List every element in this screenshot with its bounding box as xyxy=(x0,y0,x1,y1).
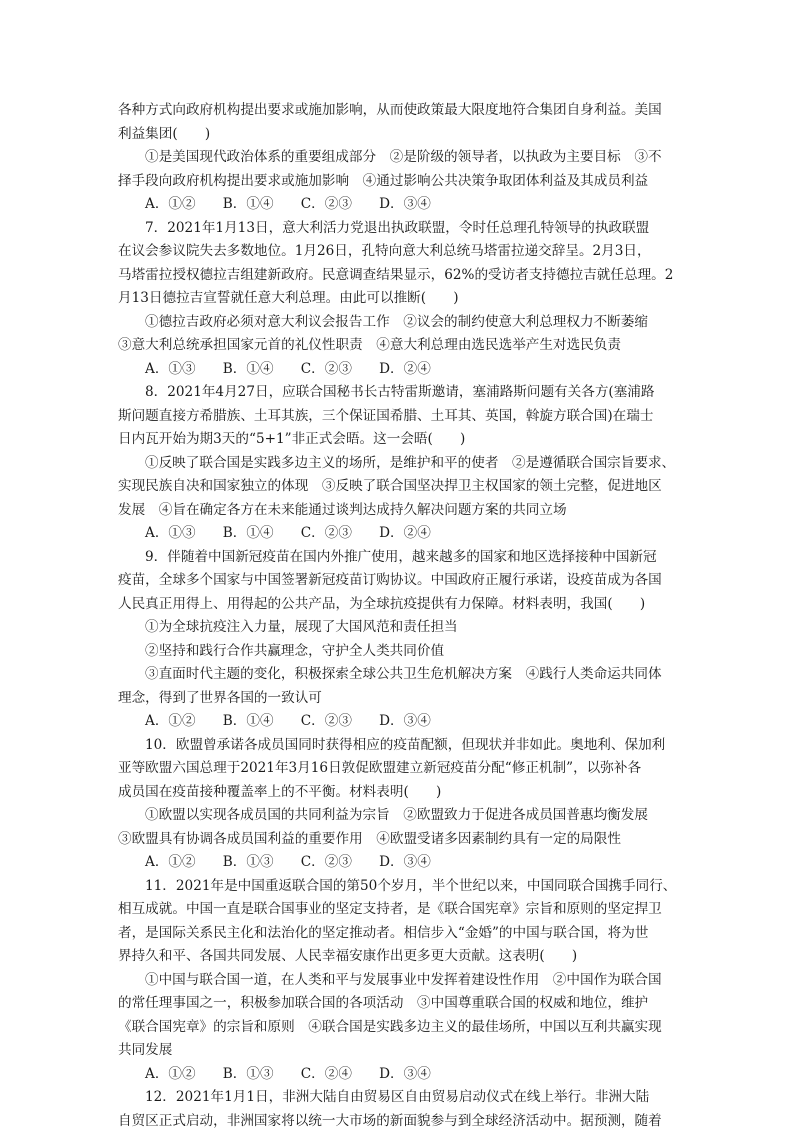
text-line: 的常任理事国之一，积极参加联合国的各项活动 ③中国尊重联合国的权威和地位，维护 xyxy=(118,992,678,1016)
text-line: 理念，得到了世界各国的一致认可 xyxy=(118,687,678,711)
text-line: A．①② B．①④ C．②③ D．③④ xyxy=(118,193,678,217)
text-line: ③意大利总统承担国家元首的礼仪性职责 ④意大利总理由选民选举产生对选民负责 xyxy=(118,334,678,358)
text-line: ①中国与联合国一道，在人类和平与发展事业中发挥着建设性作用 ②中国作为联合国 xyxy=(118,969,678,993)
text-line: 择手段向政府机构提出要求或施加影响 ④通过影响公共决策争取团体利益及其成员利益 xyxy=(118,170,678,194)
text-line: 者，是国际关系民主化和法治化的坚定推动者。相信步入“金婚”的中国与联合国，将为世 xyxy=(118,922,678,946)
text-line: A．①② B．①③ C．②③ D．③④ xyxy=(118,851,678,875)
text-line: 相互成就。中国一直是联合国事业的坚定支持者，是《联合国宪章》宗旨和原则的坚定捍卫 xyxy=(118,898,678,922)
text-line: 11．2021年是中国重返联合国的第50个岁月，半个世纪以来，中国同联合国携手同行、 xyxy=(118,875,678,899)
text-line: ①欧盟以实现各成员国的共同利益为宗旨 ②欧盟致力于促进各成员国普惠均衡发展 xyxy=(118,804,678,828)
document-body xyxy=(118,99,678,1133)
text-line: 各种方式向政府机构提出要求或施加影响，从而使政策最大限度地符合集团自身利益。美国 xyxy=(118,99,678,123)
text-line: 《联合国宪章》的宗旨和原则 ④联合国是实践多边主义的最佳场所，中国以互利共赢实现 xyxy=(118,1016,678,1040)
text-line: 8．2021年4月27日，应联合国秘书长古特雷斯邀请，塞浦路斯问题有关各方(塞浦路 xyxy=(118,381,678,405)
text-line: 利益集团( ) xyxy=(118,123,678,147)
text-line: 实现民族自决和国家独立的体现 ③反映了联合国坚决捍卫主权国家的领土完整，促进地区 xyxy=(118,475,678,499)
text-line: A．①③ B．①④ C．②③ D．②④ xyxy=(118,522,678,546)
text-line: 12．2021年1月1日，非洲大陆自由贸易区自由贸易启动仪式在线上举行。非洲大陆 xyxy=(118,1086,678,1110)
text-line: 月13日德拉吉宣誓就任意大利总理。由此可以推断( ) xyxy=(118,287,678,311)
text-line: 发展 ④旨在确定各方在未来能通过谈判达成持久解决问题方案的共同立场 xyxy=(118,499,678,523)
text-line: ①反映了联合国是实践多边主义的场所，是维护和平的使者 ②是遵循联合国宗旨要求、 xyxy=(118,452,678,476)
text-line: ①德拉吉政府必须对意大利议会报告工作 ②议会的制约使意大利总理权力不断萎缩 xyxy=(118,311,678,335)
text-line: 9．伴随着中国新冠疫苗在国内外推广使用，越来越多的国家和地区选择接种中国新冠 xyxy=(118,546,678,570)
text-line: 7．2021年1月13日，意大利活力党退出执政联盟，令时任总理孔特领导的执政联盟 xyxy=(118,217,678,241)
text-line: ③欧盟具有协调各成员国利益的重要作用 ④欧盟受诸多因素制约具有一定的局限性 xyxy=(118,828,678,852)
text-line: 日内瓦开始为期3天的“5+1”非正式会晤。这一会晤( ) xyxy=(118,428,678,452)
text-line: 共同发展 xyxy=(118,1039,678,1063)
text-line: 疫苗，全球多个国家与中国签署新冠疫苗订购协议。中国政府正履行承诺，设疫苗成为各国 xyxy=(118,569,678,593)
text-line: 成员国在疫苗接种覆盖率上的不平衡。材料表明( ) xyxy=(118,781,678,805)
text-line: A．①② B．①④ C．②③ D．③④ xyxy=(118,710,678,734)
text-line: A．①② B．①③ C．②④ D．③④ xyxy=(118,1063,678,1087)
text-line: 亚等欧盟六国总理于2021年3月16日敦促欧盟建立新冠疫苗分配“修正机制”，以弥补各 xyxy=(118,757,678,781)
text-line: ①是美国现代政治体系的重要组成部分 ②是阶级的领导者，以执政为主要目标 ③不 xyxy=(118,146,678,170)
text-line: 马塔雷拉授权德拉吉组建新政府。民意调查结果显示，62%的受访者支持德拉吉就任总理。2 xyxy=(118,264,678,288)
text-line: 10．欧盟曾承诺各成员国同时获得相应的疫苗配额，但现状并非如此。奥地利、保加利 xyxy=(118,734,678,758)
text-line: 斯问题直接方希腊族、土耳其族，三个保证国希腊、土耳其、英国，斡旋方联合国)在瑞士 xyxy=(118,405,678,429)
text-line: 在议会参议院失去多数地位。1月26日，孔特向意大利总统马塔雷拉递交辞呈。2月3日， xyxy=(118,240,678,264)
text-line: 人民真正用得上、用得起的公共产品，为全球抗疫提供有力保障。材料表明，我国( ) xyxy=(118,593,678,617)
text-line: ②坚持和践行合作共赢理念，守护全人类共同价值 xyxy=(118,640,678,664)
text-line: A．①③ B．①④ C．②③ D．②④ xyxy=(118,358,678,382)
text-line: 界持久和平、各国共同发展、人民幸福安康作出更多更大贡献。这表明( ) xyxy=(118,945,678,969)
text-line: ①为全球抗疫注入力量，展现了大国风范和责任担当 xyxy=(118,616,678,640)
text-line: ③直面时代主题的变化，积极探索全球公共卫生危机解决方案 ④践行人类命运共同体 xyxy=(118,663,678,687)
text-line: 自贸区正式启动，非洲国家将以统一大市场的新面貌参与到全球经济活动中。据预测，随着 xyxy=(118,1110,678,1133)
